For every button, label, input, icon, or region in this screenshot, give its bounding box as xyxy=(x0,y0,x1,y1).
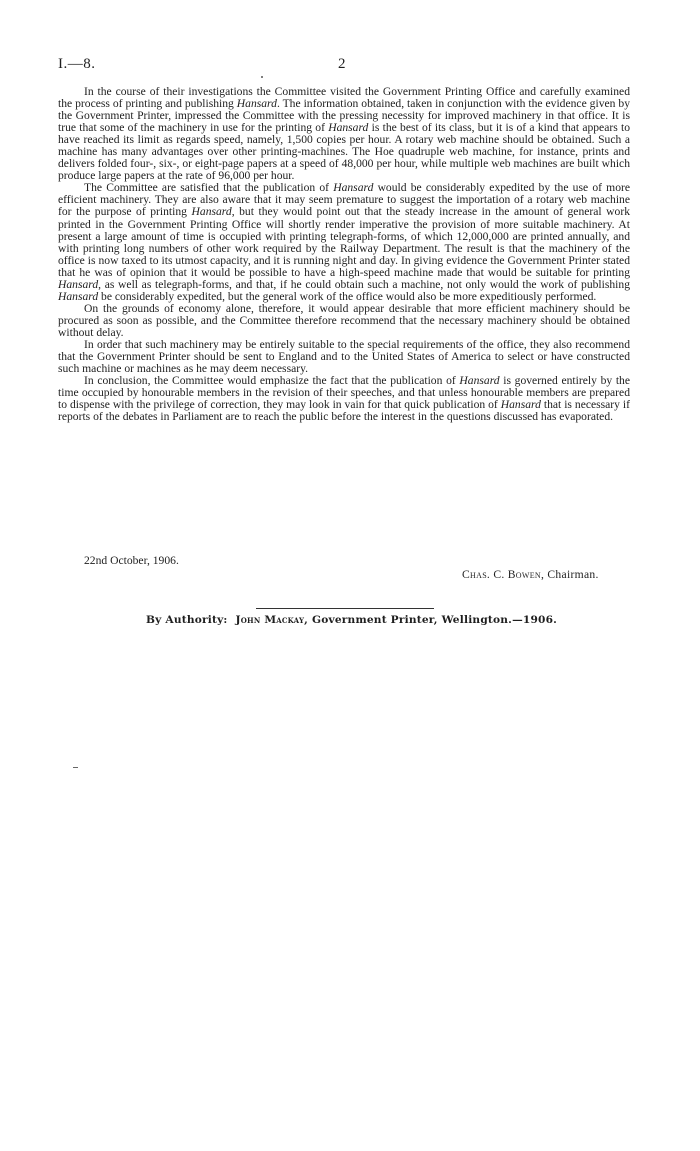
imprint-label: By Authority: xyxy=(146,614,228,626)
text-run: . The information obtained, taken in conjunction with the evidence given by the Government Printer, impressed the Committee with the pressing necessity for improved machinery in that office. It is true that some of the machinery in use for the printing of xyxy=(58,97,630,135)
signatory-title: , Chairman. xyxy=(541,568,599,581)
italic-run: Hansard xyxy=(191,205,232,219)
body-paragraph xyxy=(58,303,630,339)
text-run: , as well as telegraph-forms, and that, if he could obtain such a machine, not only would the work of publishing xyxy=(98,277,630,291)
signatory-name: Chas. C. Bowen xyxy=(462,568,541,581)
italic-run: Hansard xyxy=(333,181,374,195)
body-paragraph xyxy=(58,182,630,302)
italic-run: Hansard xyxy=(459,374,500,388)
text-run: is governed entirely by the time occupied by honourable members in the revision of their speeches, and that unless honourable members are prepared to dispense with the privilege of correction, they may look in vain for that quick publication of xyxy=(58,374,630,412)
text-run: In order that such machinery may be entirely suitable to the special requirements of the office, they also recommend that the Government Printer should be sent to England and to the United States of America to select or have constructed such machine or machines as he may deem necessary. xyxy=(58,337,630,376)
italic-run: Hansard xyxy=(58,289,99,303)
text-run: would be considerably expedited by the use of more efficient machinery. They are also aware that it may seem premature to suggest the importation of a rotary web machine for the purpose of printing xyxy=(58,181,630,219)
document-reference: I.—8. xyxy=(58,56,96,72)
italic-run: Hansard xyxy=(58,277,99,291)
report-date: 22nd October, 1906. xyxy=(84,554,179,567)
italic-run: Hansard xyxy=(236,97,277,111)
text-run: that is necessary if reports of the debates in Parliament are to reach the public before the interest in the questions discussed has evaporated. xyxy=(58,398,630,424)
text-run: be considerably expedited, but the general work of the office would also be more expeditiously performed. xyxy=(98,289,597,303)
italic-run: Hansard xyxy=(500,398,541,412)
imprint-rule xyxy=(256,608,434,609)
imprint-printer-name: John Mackay xyxy=(235,614,305,626)
body-paragraph xyxy=(58,86,630,182)
text-run: , but they would point out that the steady increase in the amount of general work printed in the Government Printing Office will shortly render imperative the provision of more suitable machinery. At present a large amount of time is occupied with printing telegraph-forms, of which 12,000,000 are printed annually, and with printing long numbers of other work required by the Railway Department. The result is that the machinery of the office is now taxed to its utmost capacity, and it is running night and day. In giving evidence the Government Printer stated that he was of opinion that it would be possible to have a high-speed machine made that would be suitable for printing xyxy=(58,205,630,279)
body-paragraph xyxy=(58,375,630,423)
report-body xyxy=(58,86,630,423)
print-speck xyxy=(73,767,78,768)
imprint-rest: , Government Printer, Wellington.—1906. xyxy=(304,614,558,626)
body-paragraph xyxy=(58,339,630,375)
print-speck xyxy=(261,76,263,78)
text-run: In conclusion, the Committee would emphasize the fact that the publication of xyxy=(84,374,460,388)
page-number: 2 xyxy=(338,56,346,72)
text-run: In the course of their investigations the Committee visited the Government Printing Office and carefully examined the process of printing and publishing xyxy=(58,85,630,111)
text-run: is the best of its class, but it is of a kind that appears to have reached its limit as regards speed, namely, 1,500 copies per hour. A rotary web machine should be obtained. Such a machine has many advantages over other printing-machines. The Hoe quadruple web machine, for instance, prints and delivers folded four-, six-, or eight-page papers at a speed of 48,000 per hour, while multiple web machines are built which produce large papers at the rate of 96,000 per hour. xyxy=(58,121,630,183)
printer-imprint xyxy=(146,614,557,626)
text-run: The Committee are satisfied that the publication of xyxy=(84,181,334,195)
text-run: On the grounds of economy alone, therefore, it would appear desirable that more efficient machinery should be procured as soon as possible, and the Committee therefore recommend that the necessary machinery should be obtained without delay. xyxy=(58,301,630,339)
signature-line xyxy=(462,568,599,581)
italic-run: Hansard xyxy=(328,121,369,135)
